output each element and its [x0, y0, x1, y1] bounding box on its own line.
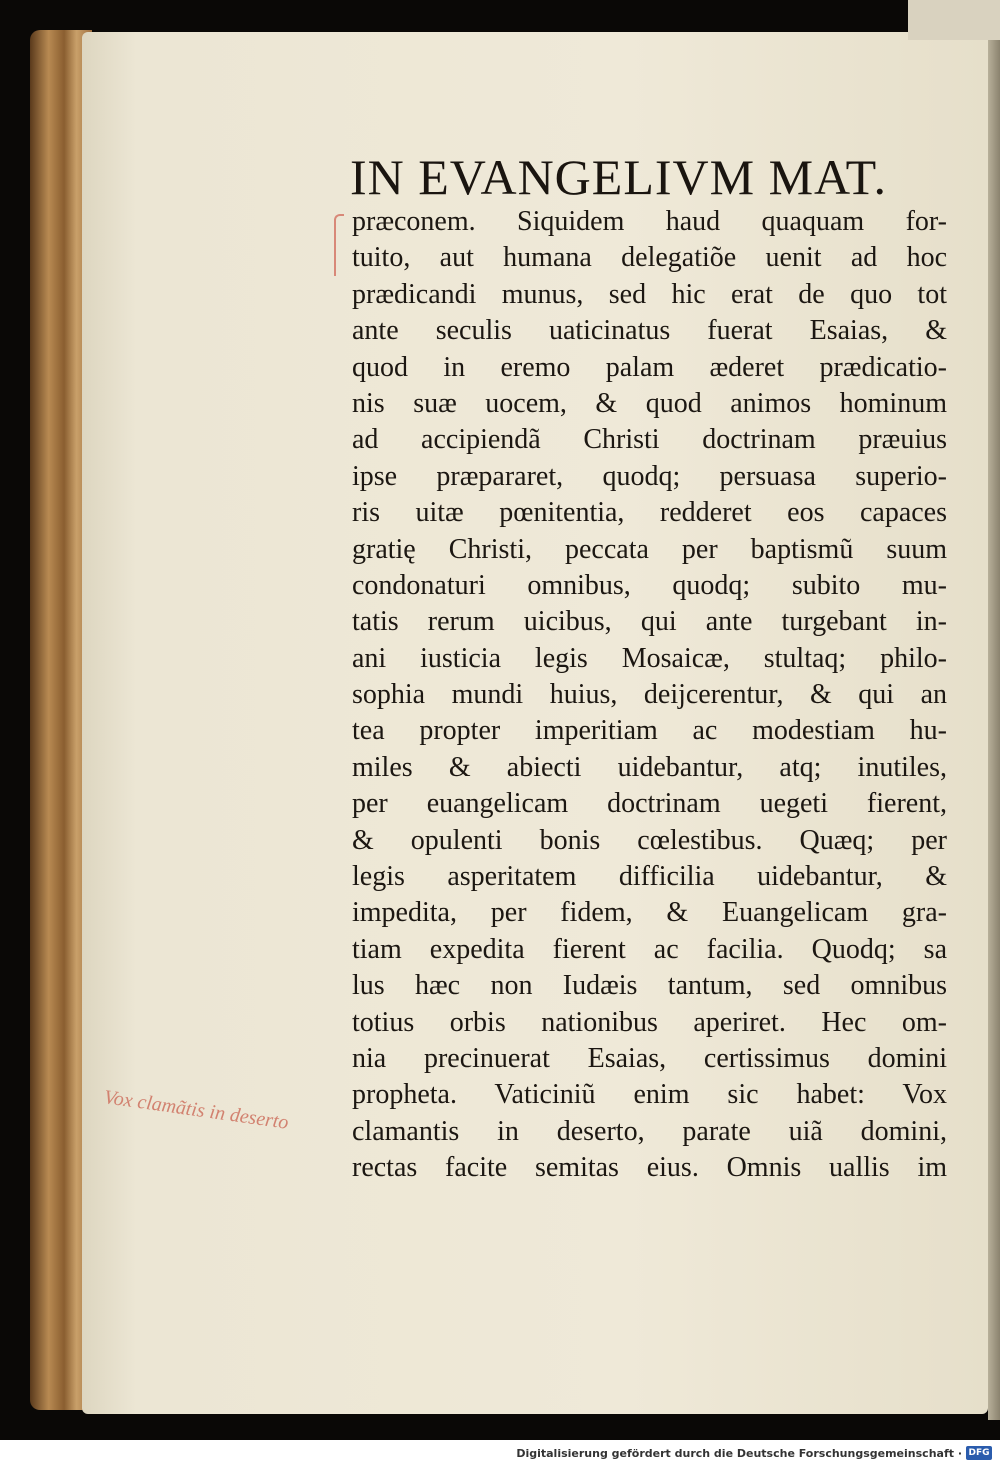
text-line: miles & abiecti uidebantur, atq; inutiles,	[352, 751, 947, 783]
text-line: & opulenti bonis cœlestibus. Quæq; per	[352, 824, 947, 856]
dfg-logo-icon: DFG	[966, 1446, 992, 1460]
text-line: ad accipiendã Christi doctrinam præuius	[352, 424, 947, 456]
text-line: tiam expedita fierent ac facilia. Quodq; sa	[352, 933, 947, 965]
running-head: IN EVANGELIVM MAT.	[350, 149, 887, 205]
text-line: gratię Christi, peccata per baptismũ suum	[352, 533, 947, 565]
text-line: impedita, per fidem, & Euangelicam gra-	[352, 897, 947, 929]
text-line: tatis rerum uicibus, qui ante turgebant in-	[352, 606, 947, 638]
marginal-bracket-mark	[334, 214, 344, 276]
funding-credit: Digitalisierung gefördert durch die Deutsche Forschungsgemeinschaft ·	[516, 1447, 962, 1460]
text-line: totius orbis nationibus aperiret. Hec om-	[352, 1006, 947, 1038]
text-line: ante seculis uaticinatus fuerat Esaias, &	[352, 315, 947, 347]
body-text	[352, 204, 947, 1187]
page-right-edge	[988, 40, 1000, 1420]
text-line: tuito, aut humana delegatiõe uenit ad hoc	[352, 242, 947, 274]
text-line: clamantis in deserto, parate uiã domini,	[352, 1115, 947, 1147]
text-line: propheta. Vaticiniũ enim sic habet: Vox	[352, 1079, 947, 1111]
text-line: lus hæc non Iudæis tantum, sed omnibus	[352, 970, 947, 1002]
text-line: quod in eremo palam æderet prædicatio-	[352, 351, 947, 383]
text-line: ris uitæ pœnitentia, redderet eos capaces	[352, 497, 947, 529]
next-page-corner	[908, 0, 1000, 40]
text-line: ipse præpararet, quodq; persuasa superio-	[352, 460, 947, 492]
text-line: per euangelicam doctrinam uegeti fierent,	[352, 788, 947, 820]
text-line: prædicandi munus, sed hic erat de quo tot	[352, 278, 947, 310]
text-line: nis suæ uocem, & quod animos hominum	[352, 387, 947, 419]
text-line: rectas facite semitas eius. Omnis uallis im	[352, 1152, 947, 1184]
text-line: condonaturi omnibus, quodq; subito mu-	[352, 569, 947, 601]
text-line: nia precinuerat Esaias, certissimus domini	[352, 1042, 947, 1074]
text-line: legis asperitatem difficilia uidebantur, &	[352, 861, 947, 893]
marginal-note: Vox clamãtis in deserto	[102, 1086, 290, 1134]
text-line: tea propter imperitiam ac modestiam hu-	[352, 715, 947, 747]
text-line: sophia mundi huius, deijcerentur, & qui an	[352, 679, 947, 711]
text-line: præconem. Siquidem haud quaquam for-	[352, 206, 947, 237]
text-line: ani iusticia legis Mosaicæ, stultaq; philo-	[352, 642, 947, 674]
